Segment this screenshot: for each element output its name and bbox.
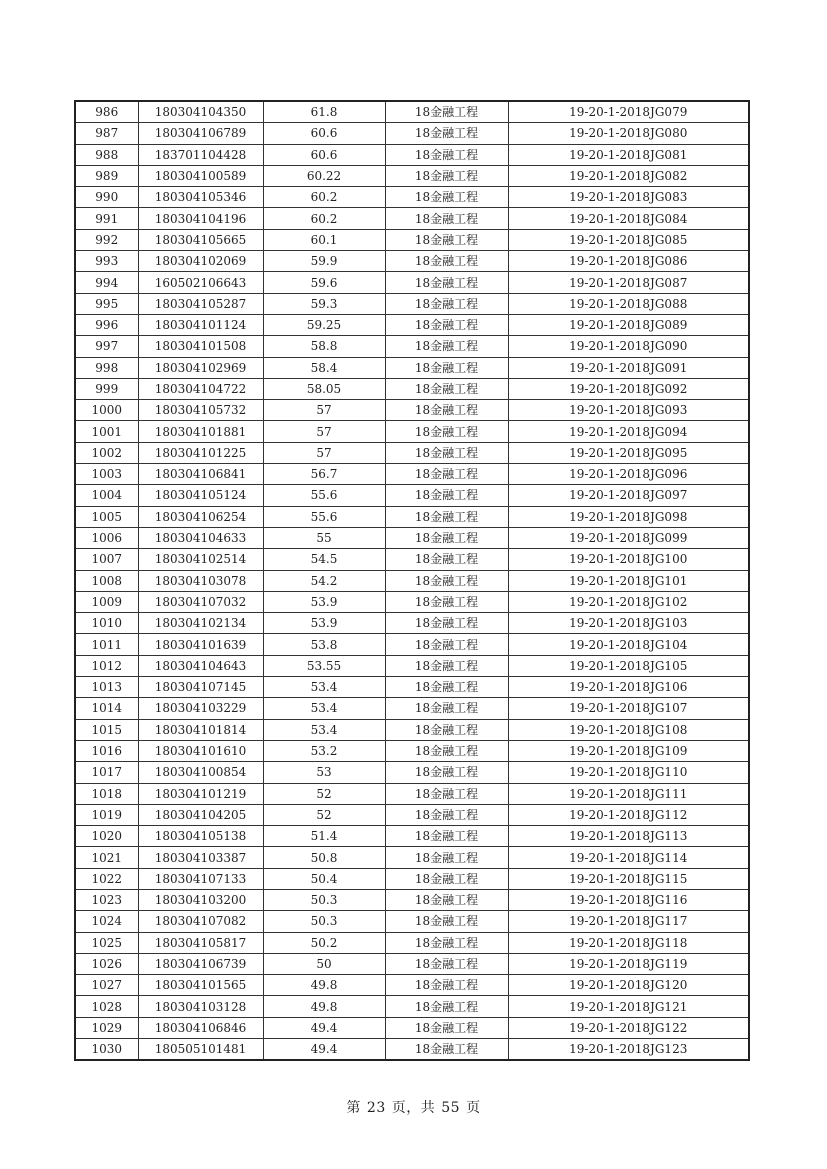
cell-student-id: 180304104722 bbox=[138, 378, 263, 399]
cell-student-id: 180304103229 bbox=[138, 698, 263, 719]
cell-score: 60.6 bbox=[263, 144, 385, 165]
cell-class: 18金融工程 bbox=[385, 527, 508, 548]
cell-score: 53.4 bbox=[263, 719, 385, 740]
cell-certificate-no: 19-20-1-2018JG110 bbox=[508, 762, 749, 783]
table-row bbox=[75, 123, 749, 144]
cell-score: 52 bbox=[263, 783, 385, 804]
table-row bbox=[75, 975, 749, 996]
cell-class: 18金融工程 bbox=[385, 740, 508, 761]
cell-index: 1017 bbox=[75, 762, 138, 783]
cell-class: 18金融工程 bbox=[385, 847, 508, 868]
cell-class: 18金融工程 bbox=[385, 826, 508, 847]
cell-certificate-no: 19-20-1-2018JG095 bbox=[508, 442, 749, 463]
cell-certificate-no: 19-20-1-2018JG085 bbox=[508, 229, 749, 250]
cell-student-id: 180304107145 bbox=[138, 677, 263, 698]
cell-student-id: 180304107032 bbox=[138, 591, 263, 612]
cell-score: 60.6 bbox=[263, 123, 385, 144]
cell-certificate-no: 19-20-1-2018JG102 bbox=[508, 591, 749, 612]
cell-certificate-no: 19-20-1-2018JG118 bbox=[508, 932, 749, 953]
cell-index: 991 bbox=[75, 208, 138, 229]
cell-index: 1028 bbox=[75, 996, 138, 1017]
cell-certificate-no: 19-20-1-2018JG103 bbox=[508, 613, 749, 634]
cell-index: 1019 bbox=[75, 804, 138, 825]
cell-certificate-no: 19-20-1-2018JG105 bbox=[508, 655, 749, 676]
cell-index: 1013 bbox=[75, 677, 138, 698]
cell-index: 1025 bbox=[75, 932, 138, 953]
cell-index: 1001 bbox=[75, 421, 138, 442]
table-row bbox=[75, 144, 749, 165]
cell-score: 53.4 bbox=[263, 698, 385, 719]
table-row bbox=[75, 655, 749, 676]
cell-index: 1011 bbox=[75, 634, 138, 655]
cell-score: 51.4 bbox=[263, 826, 385, 847]
cell-certificate-no: 19-20-1-2018JG116 bbox=[508, 889, 749, 910]
cell-certificate-no: 19-20-1-2018JG098 bbox=[508, 506, 749, 527]
cell-student-id: 180304103128 bbox=[138, 996, 263, 1017]
table-row bbox=[75, 762, 749, 783]
cell-student-id: 183701104428 bbox=[138, 144, 263, 165]
cell-class: 18金融工程 bbox=[385, 272, 508, 293]
cell-class: 18金融工程 bbox=[385, 591, 508, 612]
cell-class: 18金融工程 bbox=[385, 251, 508, 272]
cell-index: 1005 bbox=[75, 506, 138, 527]
cell-index: 1004 bbox=[75, 485, 138, 506]
cell-certificate-no: 19-20-1-2018JG106 bbox=[508, 677, 749, 698]
cell-index: 1027 bbox=[75, 975, 138, 996]
table-row bbox=[75, 783, 749, 804]
cell-student-id: 180304100854 bbox=[138, 762, 263, 783]
cell-index: 994 bbox=[75, 272, 138, 293]
cell-class: 18金融工程 bbox=[385, 229, 508, 250]
cell-score: 60.2 bbox=[263, 187, 385, 208]
footer-total-pages: 55 bbox=[441, 1100, 461, 1116]
table-row bbox=[75, 740, 749, 761]
cell-class: 18金融工程 bbox=[385, 932, 508, 953]
table-body bbox=[75, 101, 749, 1060]
cell-class: 18金融工程 bbox=[385, 506, 508, 527]
page-footer bbox=[0, 1097, 827, 1117]
cell-certificate-no: 19-20-1-2018JG082 bbox=[508, 165, 749, 186]
table-row bbox=[75, 996, 749, 1017]
cell-index: 998 bbox=[75, 357, 138, 378]
cell-class: 18金融工程 bbox=[385, 549, 508, 570]
cell-certificate-no: 19-20-1-2018JG090 bbox=[508, 336, 749, 357]
table-row bbox=[75, 889, 749, 910]
cell-score: 50.4 bbox=[263, 868, 385, 889]
table-row bbox=[75, 719, 749, 740]
cell-index: 1006 bbox=[75, 527, 138, 548]
table-row bbox=[75, 400, 749, 421]
cell-student-id: 180304102069 bbox=[138, 251, 263, 272]
table-row bbox=[75, 272, 749, 293]
cell-index: 1029 bbox=[75, 1017, 138, 1038]
data-table bbox=[74, 100, 750, 1061]
cell-score: 50.3 bbox=[263, 911, 385, 932]
cell-class: 18金融工程 bbox=[385, 655, 508, 676]
cell-class: 18金融工程 bbox=[385, 613, 508, 634]
table-row bbox=[75, 804, 749, 825]
cell-certificate-no: 19-20-1-2018JG087 bbox=[508, 272, 749, 293]
cell-student-id: 180304107133 bbox=[138, 868, 263, 889]
table-row bbox=[75, 464, 749, 485]
cell-student-id: 180304105287 bbox=[138, 293, 263, 314]
table-row bbox=[75, 251, 749, 272]
cell-certificate-no: 19-20-1-2018JG081 bbox=[508, 144, 749, 165]
cell-student-id: 180304105124 bbox=[138, 485, 263, 506]
cell-score: 49.8 bbox=[263, 996, 385, 1017]
cell-score: 53 bbox=[263, 762, 385, 783]
cell-score: 59.25 bbox=[263, 314, 385, 335]
cell-score: 53.9 bbox=[263, 613, 385, 634]
cell-class: 18金融工程 bbox=[385, 400, 508, 421]
cell-index: 987 bbox=[75, 123, 138, 144]
cell-index: 986 bbox=[75, 101, 138, 123]
cell-certificate-no: 19-20-1-2018JG104 bbox=[508, 634, 749, 655]
cell-class: 18金融工程 bbox=[385, 762, 508, 783]
cell-index: 1002 bbox=[75, 442, 138, 463]
cell-score: 53.4 bbox=[263, 677, 385, 698]
cell-index: 1009 bbox=[75, 591, 138, 612]
table-row bbox=[75, 229, 749, 250]
data-table-container bbox=[74, 100, 748, 1061]
cell-class: 18金融工程 bbox=[385, 804, 508, 825]
cell-student-id: 180304105665 bbox=[138, 229, 263, 250]
cell-student-id: 180304106789 bbox=[138, 123, 263, 144]
cell-class: 18金融工程 bbox=[385, 719, 508, 740]
footer-prefix: 第 bbox=[346, 1100, 361, 1116]
table-row bbox=[75, 591, 749, 612]
cell-certificate-no: 19-20-1-2018JG096 bbox=[508, 464, 749, 485]
table-row bbox=[75, 634, 749, 655]
table-row bbox=[75, 613, 749, 634]
cell-student-id: 180304105346 bbox=[138, 187, 263, 208]
cell-index: 1012 bbox=[75, 655, 138, 676]
table-row bbox=[75, 314, 749, 335]
cell-student-id: 180304104350 bbox=[138, 101, 263, 123]
cell-class: 18金融工程 bbox=[385, 123, 508, 144]
cell-student-id: 180304106739 bbox=[138, 953, 263, 974]
cell-certificate-no: 19-20-1-2018JG123 bbox=[508, 1039, 749, 1061]
cell-student-id: 180304100589 bbox=[138, 165, 263, 186]
cell-certificate-no: 19-20-1-2018JG109 bbox=[508, 740, 749, 761]
cell-score: 55 bbox=[263, 527, 385, 548]
cell-certificate-no: 19-20-1-2018JG107 bbox=[508, 698, 749, 719]
footer-middle: 页，共 bbox=[391, 1100, 436, 1116]
cell-score: 49.4 bbox=[263, 1017, 385, 1038]
cell-student-id: 180304101219 bbox=[138, 783, 263, 804]
cell-score: 58.05 bbox=[263, 378, 385, 399]
cell-index: 1014 bbox=[75, 698, 138, 719]
cell-index: 990 bbox=[75, 187, 138, 208]
table-row bbox=[75, 698, 749, 719]
cell-score: 60.22 bbox=[263, 165, 385, 186]
cell-certificate-no: 19-20-1-2018JG084 bbox=[508, 208, 749, 229]
table-row bbox=[75, 527, 749, 548]
table-row bbox=[75, 378, 749, 399]
cell-student-id: 160502106643 bbox=[138, 272, 263, 293]
cell-score: 59.6 bbox=[263, 272, 385, 293]
cell-class: 18金融工程 bbox=[385, 336, 508, 357]
cell-index: 992 bbox=[75, 229, 138, 250]
cell-score: 58.8 bbox=[263, 336, 385, 357]
cell-certificate-no: 19-20-1-2018JG100 bbox=[508, 549, 749, 570]
cell-score: 50.2 bbox=[263, 932, 385, 953]
cell-class: 18金融工程 bbox=[385, 293, 508, 314]
cell-certificate-no: 19-20-1-2018JG093 bbox=[508, 400, 749, 421]
table-row bbox=[75, 932, 749, 953]
cell-certificate-no: 19-20-1-2018JG092 bbox=[508, 378, 749, 399]
cell-student-id: 180304105732 bbox=[138, 400, 263, 421]
cell-student-id: 180304105138 bbox=[138, 826, 263, 847]
cell-certificate-no: 19-20-1-2018JG117 bbox=[508, 911, 749, 932]
cell-index: 1021 bbox=[75, 847, 138, 868]
cell-score: 57 bbox=[263, 400, 385, 421]
cell-certificate-no: 19-20-1-2018JG108 bbox=[508, 719, 749, 740]
table-row bbox=[75, 677, 749, 698]
table-row bbox=[75, 485, 749, 506]
cell-index: 993 bbox=[75, 251, 138, 272]
cell-student-id: 180304101881 bbox=[138, 421, 263, 442]
table-row bbox=[75, 826, 749, 847]
table-row bbox=[75, 911, 749, 932]
table-row bbox=[75, 1017, 749, 1038]
cell-certificate-no: 19-20-1-2018JG089 bbox=[508, 314, 749, 335]
table-row bbox=[75, 953, 749, 974]
cell-class: 18金融工程 bbox=[385, 1017, 508, 1038]
cell-class: 18金融工程 bbox=[385, 208, 508, 229]
cell-score: 53.2 bbox=[263, 740, 385, 761]
cell-certificate-no: 19-20-1-2018JG115 bbox=[508, 868, 749, 889]
cell-student-id: 180304104196 bbox=[138, 208, 263, 229]
cell-score: 57 bbox=[263, 442, 385, 463]
cell-student-id: 180304101639 bbox=[138, 634, 263, 655]
table-row bbox=[75, 442, 749, 463]
cell-class: 18金融工程 bbox=[385, 975, 508, 996]
cell-student-id: 180304106254 bbox=[138, 506, 263, 527]
cell-student-id: 180304106846 bbox=[138, 1017, 263, 1038]
cell-class: 18金融工程 bbox=[385, 570, 508, 591]
cell-student-id: 180304103078 bbox=[138, 570, 263, 591]
cell-certificate-no: 19-20-1-2018JG086 bbox=[508, 251, 749, 272]
cell-certificate-no: 19-20-1-2018JG113 bbox=[508, 826, 749, 847]
cell-score: 61.8 bbox=[263, 101, 385, 123]
cell-score: 50 bbox=[263, 953, 385, 974]
cell-class: 18金融工程 bbox=[385, 442, 508, 463]
cell-index: 1020 bbox=[75, 826, 138, 847]
cell-student-id: 180304104643 bbox=[138, 655, 263, 676]
cell-certificate-no: 19-20-1-2018JG088 bbox=[508, 293, 749, 314]
cell-student-id: 180505101481 bbox=[138, 1039, 263, 1061]
cell-certificate-no: 19-20-1-2018JG083 bbox=[508, 187, 749, 208]
table-row bbox=[75, 208, 749, 229]
cell-class: 18金融工程 bbox=[385, 889, 508, 910]
cell-index: 989 bbox=[75, 165, 138, 186]
cell-student-id: 180304102969 bbox=[138, 357, 263, 378]
cell-class: 18金融工程 bbox=[385, 314, 508, 335]
cell-score: 49.8 bbox=[263, 975, 385, 996]
cell-score: 60.1 bbox=[263, 229, 385, 250]
cell-score: 54.5 bbox=[263, 549, 385, 570]
cell-index: 1022 bbox=[75, 868, 138, 889]
cell-certificate-no: 19-20-1-2018JG080 bbox=[508, 123, 749, 144]
cell-index: 996 bbox=[75, 314, 138, 335]
footer-current-page: 23 bbox=[366, 1100, 386, 1116]
cell-class: 18金融工程 bbox=[385, 485, 508, 506]
cell-index: 1010 bbox=[75, 613, 138, 634]
table-row bbox=[75, 549, 749, 570]
cell-certificate-no: 19-20-1-2018JG121 bbox=[508, 996, 749, 1017]
table-row bbox=[75, 506, 749, 527]
cell-index: 1016 bbox=[75, 740, 138, 761]
table-row bbox=[75, 1039, 749, 1061]
cell-score: 54.2 bbox=[263, 570, 385, 591]
cell-score: 56.7 bbox=[263, 464, 385, 485]
cell-student-id: 180304101508 bbox=[138, 336, 263, 357]
table-row bbox=[75, 165, 749, 186]
cell-certificate-no: 19-20-1-2018JG091 bbox=[508, 357, 749, 378]
cell-certificate-no: 19-20-1-2018JG094 bbox=[508, 421, 749, 442]
cell-student-id: 180304101610 bbox=[138, 740, 263, 761]
cell-certificate-no: 19-20-1-2018JG114 bbox=[508, 847, 749, 868]
cell-certificate-no: 19-20-1-2018JG079 bbox=[508, 101, 749, 123]
cell-score: 53.55 bbox=[263, 655, 385, 676]
cell-student-id: 180304106841 bbox=[138, 464, 263, 485]
cell-student-id: 180304102134 bbox=[138, 613, 263, 634]
cell-class: 18金融工程 bbox=[385, 911, 508, 932]
cell-student-id: 180304103200 bbox=[138, 889, 263, 910]
cell-score: 53.9 bbox=[263, 591, 385, 612]
cell-score: 50.8 bbox=[263, 847, 385, 868]
cell-certificate-no: 19-20-1-2018JG119 bbox=[508, 953, 749, 974]
cell-index: 1007 bbox=[75, 549, 138, 570]
cell-score: 59.3 bbox=[263, 293, 385, 314]
cell-class: 18金融工程 bbox=[385, 357, 508, 378]
cell-score: 50.3 bbox=[263, 889, 385, 910]
cell-class: 18金融工程 bbox=[385, 101, 508, 123]
cell-class: 18金融工程 bbox=[385, 378, 508, 399]
cell-index: 1008 bbox=[75, 570, 138, 591]
table-row bbox=[75, 357, 749, 378]
table-row bbox=[75, 421, 749, 442]
cell-class: 18金融工程 bbox=[385, 698, 508, 719]
cell-class: 18金融工程 bbox=[385, 783, 508, 804]
cell-score: 55.6 bbox=[263, 506, 385, 527]
cell-index: 1030 bbox=[75, 1039, 138, 1061]
cell-score: 58.4 bbox=[263, 357, 385, 378]
cell-index: 995 bbox=[75, 293, 138, 314]
cell-certificate-no: 19-20-1-2018JG112 bbox=[508, 804, 749, 825]
cell-index: 1000 bbox=[75, 400, 138, 421]
cell-class: 18金融工程 bbox=[385, 868, 508, 889]
cell-index: 999 bbox=[75, 378, 138, 399]
cell-score: 57 bbox=[263, 421, 385, 442]
cell-class: 18金融工程 bbox=[385, 953, 508, 974]
table-row bbox=[75, 293, 749, 314]
cell-certificate-no: 19-20-1-2018JG101 bbox=[508, 570, 749, 591]
cell-index: 1024 bbox=[75, 911, 138, 932]
table-row bbox=[75, 847, 749, 868]
cell-score: 49.4 bbox=[263, 1039, 385, 1061]
cell-score: 53.8 bbox=[263, 634, 385, 655]
cell-certificate-no: 19-20-1-2018JG122 bbox=[508, 1017, 749, 1038]
table-row bbox=[75, 101, 749, 123]
cell-student-id: 180304105817 bbox=[138, 932, 263, 953]
cell-student-id: 180304101565 bbox=[138, 975, 263, 996]
cell-index: 988 bbox=[75, 144, 138, 165]
cell-student-id: 180304101814 bbox=[138, 719, 263, 740]
cell-class: 18金融工程 bbox=[385, 187, 508, 208]
cell-score: 52 bbox=[263, 804, 385, 825]
cell-index: 997 bbox=[75, 336, 138, 357]
table-row bbox=[75, 336, 749, 357]
table-row bbox=[75, 868, 749, 889]
cell-score: 59.9 bbox=[263, 251, 385, 272]
table-row bbox=[75, 187, 749, 208]
cell-index: 1015 bbox=[75, 719, 138, 740]
cell-class: 18金融工程 bbox=[385, 144, 508, 165]
cell-student-id: 180304102514 bbox=[138, 549, 263, 570]
cell-index: 1003 bbox=[75, 464, 138, 485]
cell-index: 1018 bbox=[75, 783, 138, 804]
cell-class: 18金融工程 bbox=[385, 677, 508, 698]
cell-student-id: 180304104205 bbox=[138, 804, 263, 825]
table-row bbox=[75, 570, 749, 591]
cell-class: 18金融工程 bbox=[385, 634, 508, 655]
footer-suffix: 页 bbox=[466, 1100, 481, 1116]
cell-class: 18金融工程 bbox=[385, 165, 508, 186]
cell-student-id: 180304103387 bbox=[138, 847, 263, 868]
cell-student-id: 180304107082 bbox=[138, 911, 263, 932]
cell-student-id: 180304104633 bbox=[138, 527, 263, 548]
cell-certificate-no: 19-20-1-2018JG099 bbox=[508, 527, 749, 548]
cell-score: 60.2 bbox=[263, 208, 385, 229]
cell-certificate-no: 19-20-1-2018JG097 bbox=[508, 485, 749, 506]
cell-certificate-no: 19-20-1-2018JG120 bbox=[508, 975, 749, 996]
cell-student-id: 180304101225 bbox=[138, 442, 263, 463]
cell-class: 18金融工程 bbox=[385, 464, 508, 485]
cell-class: 18金融工程 bbox=[385, 1039, 508, 1061]
cell-class: 18金融工程 bbox=[385, 996, 508, 1017]
cell-index: 1023 bbox=[75, 889, 138, 910]
cell-score: 55.6 bbox=[263, 485, 385, 506]
cell-index: 1026 bbox=[75, 953, 138, 974]
cell-class: 18金融工程 bbox=[385, 421, 508, 442]
cell-student-id: 180304101124 bbox=[138, 314, 263, 335]
cell-certificate-no: 19-20-1-2018JG111 bbox=[508, 783, 749, 804]
